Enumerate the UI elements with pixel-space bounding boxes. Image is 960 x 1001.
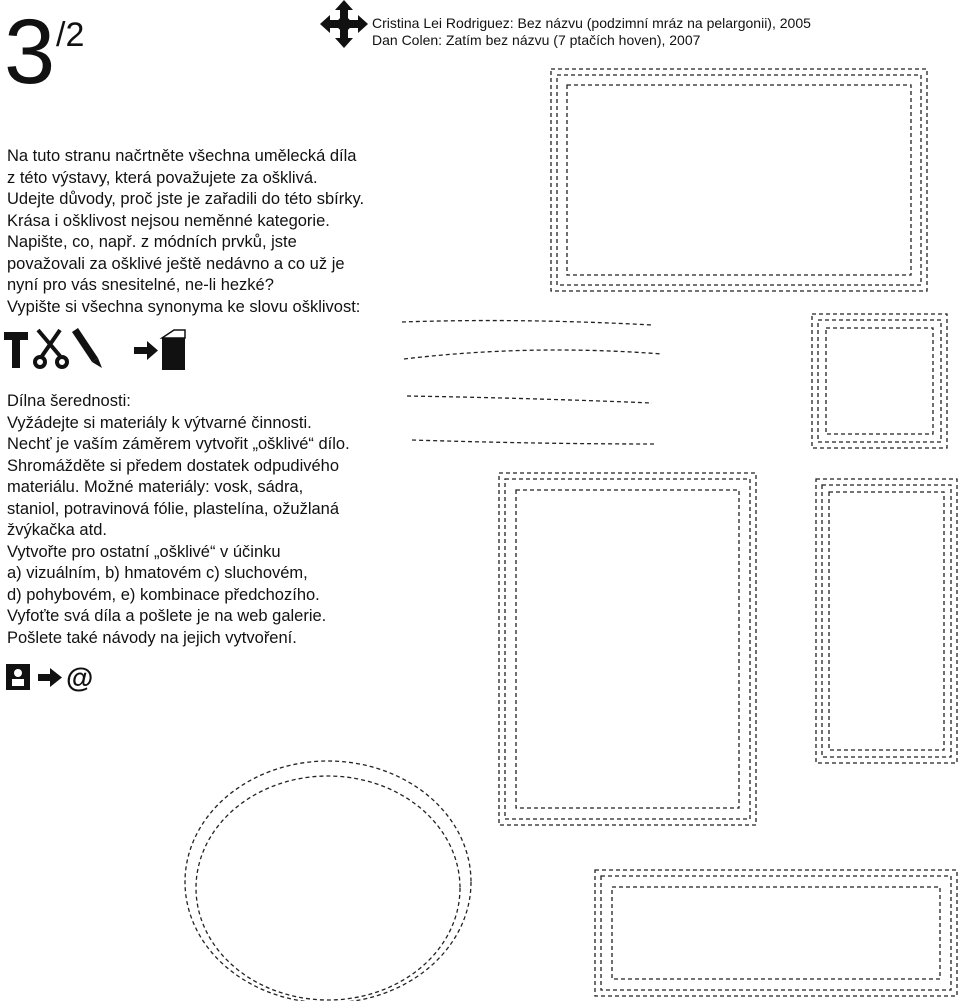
intro-line: Krása i ošklivost nejsou neměnné kategorie. xyxy=(7,211,330,230)
answer-line xyxy=(407,396,652,403)
sketch-frame-outer xyxy=(499,473,756,825)
sketch-frame-outer xyxy=(822,485,951,757)
workshop-line: Dílna šerednosti: xyxy=(7,392,131,410)
arrow-right-icon xyxy=(38,668,62,687)
at-sign-icon: @ xyxy=(66,662,94,693)
send-icons xyxy=(6,660,96,694)
answer-line xyxy=(404,350,662,359)
sketch-frame-outer xyxy=(557,75,921,285)
sketch-frame-outer xyxy=(595,870,957,996)
sketch-frame-outer xyxy=(812,314,947,448)
intro-line: Udejte důvody, proč jste je zařadili do této sbírky. xyxy=(7,190,365,208)
workshop-line: Pošlete také návody na jejich vytvoření. xyxy=(7,628,297,647)
workshop-line: staniol, potravinová fólie, plastelína, ožužlaná xyxy=(7,499,340,518)
intro-line: Na tuto stranu načrtněte všechna umělecká díla xyxy=(7,147,357,165)
workshop-line: Nechť je vaším záměrem vytvořit „ošklivé“ dílo. xyxy=(7,435,350,453)
workshop-line: Vytvořte pro ostatní „ošklivé“ v účinku xyxy=(7,542,281,561)
intro-line: z této výstavy, která považujete za ošklivá. xyxy=(7,168,318,187)
workshop-line: Shromážděte si předem dostatek odpudivého xyxy=(7,456,340,475)
workshop-line: a) vizuálním, b) hmatovém c) sluchovém, xyxy=(7,564,308,582)
credit-line: Cristina Lei Rodriguez: Bez názvu (podzimní mráz na pelargonii), 2005 xyxy=(372,15,811,31)
sketch-frame-inner xyxy=(829,492,944,750)
workshop-line: žvýkačka atd. xyxy=(7,521,107,539)
page-number-fraction: /2 xyxy=(56,16,85,54)
intro-line: Vypište si všechna synonyma ke slovu ošklivost: xyxy=(7,297,361,316)
photo-icon xyxy=(6,664,30,690)
sketch-frame-inner xyxy=(612,887,940,979)
sketch-circle-inner xyxy=(196,776,460,1000)
intro-line: nyní pro vás snesitelné, ne-li hezké? xyxy=(7,276,274,294)
credit-line: Dan Colen: Zatím bez názvu (7 ptačích hoven), 2007 xyxy=(372,32,701,48)
sketch-frame-outer xyxy=(551,69,927,291)
workshop-line: d) pohybovém, e) kombinace předchozího. xyxy=(7,585,320,604)
answer-line xyxy=(402,321,652,325)
intro-line: Napište, co, např. z módních prvků, jste xyxy=(7,233,297,251)
intro-line: považovali za ošklivé ještě nedávno a co už je xyxy=(7,254,345,273)
workshop-line: materiálu. Možné materiály: vosk, sádra, xyxy=(7,478,304,496)
sketch-frame-outer xyxy=(816,479,957,763)
workshop-line: Vyfoťte svá díla a pošlete je na web galerie. xyxy=(7,607,327,625)
sketch-frame-inner xyxy=(516,490,739,808)
sketch-circle-outer xyxy=(185,761,471,1001)
sketch-frame-inner xyxy=(826,328,933,434)
answer-line xyxy=(412,440,655,444)
sketch-frame-outer xyxy=(505,479,750,819)
page-number-main: 3 xyxy=(4,1,54,103)
sketch-frame-outer xyxy=(818,320,941,442)
workshop-text xyxy=(7,391,407,649)
sketch-frame-inner xyxy=(567,85,911,275)
sketch-frame-outer xyxy=(601,876,951,990)
workshop-line: Vyžádejte si materiály k výtvarné činnosti. xyxy=(7,413,312,432)
